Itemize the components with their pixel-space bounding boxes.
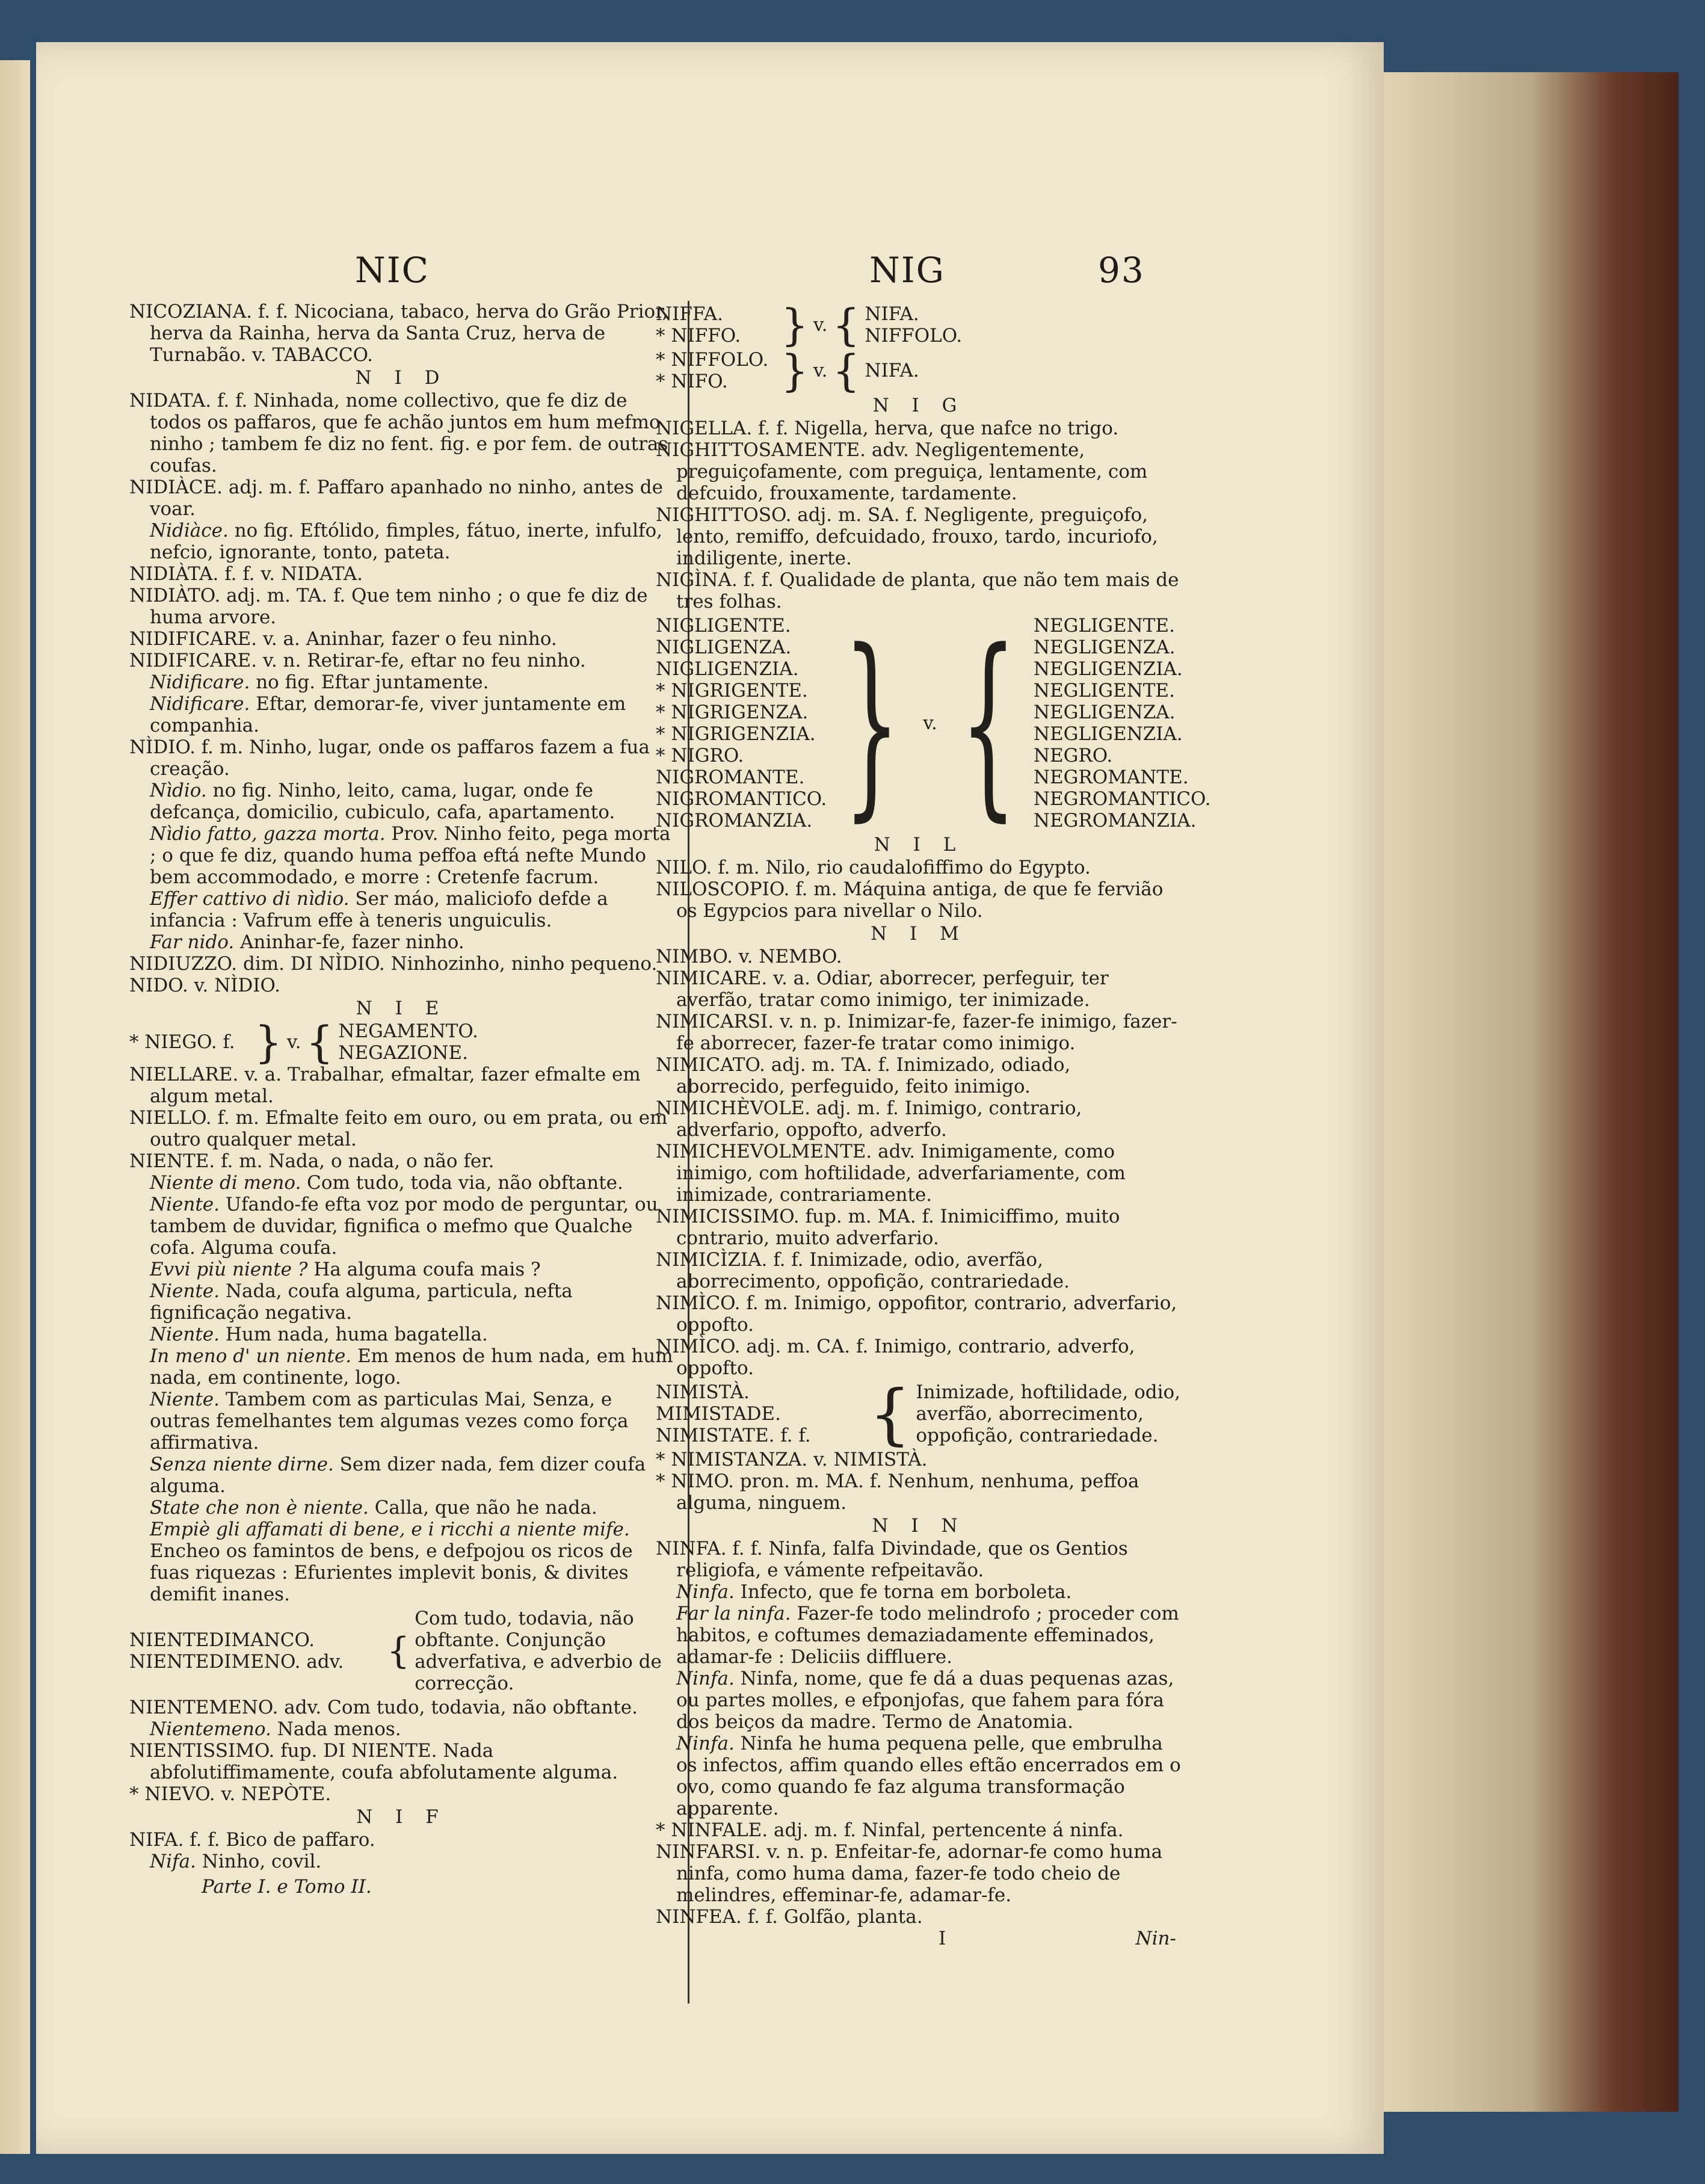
brace-glyph: } [843,608,901,839]
italic-headphrase: Ninfa. [676,1733,735,1754]
nigligente-right-item: NEGROMANTICO. [1033,788,1211,810]
sub-sense [129,693,674,736]
italic-headphrase: Evvi più niente ? [150,1259,308,1280]
nigligente-left-item: NIGROMANZIA. [656,810,813,831]
dictionary-entry: NIMICARE. v. a. Odiar, aborrecer, perfeguir, ter averfão, tratar como inimigo, ter inimizade. [656,967,1109,1011]
definition-text: Ninho, covil. [196,1851,322,1872]
dictionary-entry: NÌDIO. f. m. Ninho, lugar, onde os paffaros fazem a fua creação. [129,736,650,780]
definition-text: Em menos de hum nada, em hum nada, em continente, logo. [150,1345,673,1389]
definition-text: Sem dizer nada, fem dizer coufa alguma. [150,1454,646,1497]
definition-text: Aninhar-fe, fazer ninho. [234,931,464,953]
nie-group-right-2: NEGAZIONE. [338,1042,469,1064]
nie-group-v: v. [286,1031,301,1053]
italic-headphrase: Niente. [150,1194,220,1215]
italic-headphrase: Niente. [150,1280,220,1302]
dictionary-entry: * NIMO. pron. m. MA. f. Nenhum, nenhuma, peffoa alguma, ninguem. [656,1470,1139,1514]
brace-glyph: { [387,1630,410,1672]
right-column [656,300,1211,1949]
definition-text: Calla, que não he nada. [368,1497,597,1519]
section-heading: N I E [356,998,448,1019]
dictionary-entry: NIELLARE. v. a. Trabalhar, efmaltar, fazer efmalte em algum metal. [129,1064,641,1107]
dictionary-entry: NIMICARSI. v. n. p. Inimizar-fe, fazer-fe inimigo, fazer-fe aborrecer, fazer-fe tratar como inimigo. [656,1011,1177,1054]
sub-sense [129,1519,674,1605]
niffa-group-a [656,300,1182,350]
section-heading: N I L [874,834,964,856]
definition-text: Fazer-fe todo melindrofo ; proceder com habitos, e coftumes demaziadamente effeminados, adamar-fe : Deliciis diffluere. [676,1603,1179,1668]
definition-text: Hum nada, huma bagatella. [220,1324,488,1345]
dictionary-entry: NIENTISSIMO. fup. DI NIENTE. Nada abfolutiffimamente, coufa abfolutamente alguma. [129,1740,618,1783]
definition-text: no fig. Eftar juntamente. [250,671,489,693]
dictionary-entry: NIDO. v. NÌDIO. [129,975,280,996]
dictionary-entry: * NIEVO. v. NEPÒTE. [129,1783,331,1805]
definition-text: Ninfa he huma pequena pelle, que embrulha os infectos, affim quando elles eftão encerrados em o ovo, como quando fe faz alguma transformação apparente. [676,1733,1181,1819]
dictionary-entry: NIENTE. f. m. Nada, o nada, o não fer. [129,1150,495,1172]
dictionary-entry: NIDIÀTA. f. f. v. NIDATA. [129,563,363,585]
brace-glyph: } [781,300,809,350]
sub-sense [129,520,674,563]
dictionary-entry: NIMÌCO. f. m. Inimigo, oppofitor, contrario, adverfario, oppofto. [656,1292,1177,1336]
italic-headphrase: State che non è niente. [150,1497,369,1519]
nigligente-left-item: NIGLIGENZA. [656,637,792,658]
dictionary-entry: NIMBO. v. NEMBO. [656,946,842,967]
sub-sense [129,1324,674,1345]
nigligente-right-item: NEGROMANZIA. [1033,810,1197,831]
italic-headphrase: Far la ninfa. [676,1603,791,1624]
dictionary-entry: NIDIFICARE. v. n. Retirar-fe, eftar no feu ninho. [129,650,586,671]
nie-group [129,1017,674,1067]
dictionary-entry: NILO. f. m. Nilo, rio caudalofiffimo do Egypto. [656,857,1091,878]
italic-headphrase: Nidificare. [150,671,250,693]
nientedimanco-left-2: NIENTEDIMENO. adv. [129,1651,344,1673]
sub-sense [129,931,674,953]
sub-sense [129,1718,674,1740]
nigligente-left-item: * NIGRIGENZA. [656,702,809,723]
niffa-a-v: v. [813,314,828,336]
right-footer [656,1928,1182,1949]
sub-sense [129,888,674,931]
dictionary-entry: NIMICHÈVOLE. adj. m. f. Inimigo, contrario, adverfario, oppofto, adverfo. [656,1097,1082,1141]
definition-text: Infecto, que fe torna em borboleta. [734,1581,1072,1603]
nigligente-left-item: NIGLIGENZIA. [656,658,799,680]
italic-headphrase: Nìdio. [150,780,207,801]
book-fore-edge [1351,72,1679,2112]
dictionary-entry: NIMÌCO. adj. m. CA. f. Inimigo, contrario, adverfo, oppofto. [656,1336,1135,1379]
nientedimanco-left-1: NIENTEDIMANCO. [129,1629,315,1651]
sub-sense [129,823,674,888]
sub-sense [129,1280,674,1324]
sub-sense [129,780,674,823]
nientedimanco-right-2: obftante. Conjunção adverfativa, e adverbio de correcção. [415,1629,662,1694]
niffa-b-right-1: NIFA. [865,360,919,381]
italic-headphrase: Effer cattivo di nìdio. [150,888,350,910]
definition-text: no fig. Ninho, leito, cama, lugar, onde fe defcança, domicilio, cubiculo, cafa, apartamento. [150,780,615,823]
niffa-b-left-1: * NIFFOLO. [656,349,769,371]
sub-sense [656,1733,1182,1819]
nigligente-right-item: NEGLIGENTE. [1033,680,1175,702]
sub-sense [129,1497,674,1519]
nigligente-right-item: NEGRO. [1033,745,1113,767]
previous-page-edge [0,60,30,2154]
dictionary-entry: * NINFALE. adj. m. f. Ninfal, pertencente á ninfa. [656,1819,1124,1841]
italic-headphrase: Nìdio fatto, gazza morta. [150,823,386,845]
definition-text: Nada menos. [271,1718,401,1740]
sub-sense [129,1194,674,1259]
section-heading: N I F [356,1806,447,1828]
nigligente-right-item: NEGLIGENZIA. [1033,658,1183,680]
dictionary-entry: NIMICISSIMO. fup. m. MA. f. Inimiciffimo, muito contrario, muito adverfario. [656,1206,1120,1249]
italic-headphrase: Niente. [150,1389,220,1410]
italic-headphrase: Niente di meno. [150,1172,301,1194]
dictionary-entry: NIMICHEVOLMENTE. adv. Inimigamente, como inimigo, com hoftilidade, adverfariamente, com inimizade, contrariamente. [656,1141,1126,1206]
section-heading: N I G [872,395,966,416]
nigligente-left-item: NIGROMANTICO. [656,788,827,810]
nientedimanco-right-1: Com tudo, todavia, não [415,1608,634,1629]
sub-sense [129,1345,674,1389]
italic-headphrase: Ninfa. [676,1581,735,1603]
dictionary-entry: * NIMISTANZA. v. NIMISTÀ. [656,1449,928,1470]
niffa-a-right-1: NIFA. [865,303,919,325]
brace-glyph: { [306,1017,334,1067]
brace-glyph: { [869,1375,911,1452]
dictionary-page [36,42,1384,2154]
niffa-a-left-1: NIFFA. [656,303,723,325]
definition-text: Encheo os famintos de bens, e defpojou os ricos de fuas riquezas : Efurientes implevit bonis, & divites demifit inanes. [150,1540,633,1605]
dictionary-entry: NIENTEMENO. adv. Com tudo, todavia, não obftante. [129,1697,638,1718]
section-heading: N I D [355,367,448,389]
sub-sense [656,1603,1182,1668]
italic-headphrase: Ninfa. [676,1668,735,1689]
italic-headphrase: In meno d' un niente. [150,1345,352,1367]
nigligente-right-item: NEGROMANTE. [1033,767,1189,788]
sub-sense [656,1668,1182,1733]
sub-sense [656,1581,1182,1603]
sub-sense [129,1389,674,1454]
nigligente-right-item: NEGLIGENZA. [1033,637,1176,658]
section-heading: N I N [872,1515,966,1537]
definition-text: no fig. Eftólido, fimples, fátuo, inerte, infulfo, nefcio, ignorante, tonto, pateta. [150,520,663,563]
running-head-left: NIC [355,250,430,291]
definition-text: Ha alguma coufa mais ? [307,1259,541,1280]
brace-glyph: { [832,300,860,350]
page-number: 93 [1098,250,1145,291]
definition-text: Ninfa, nome, que fe dá a duas pequenas azas, ou partes molles, e efponjofas, que fahem para fóra dos beiços da madre. Termo de Anatomia. [676,1668,1174,1733]
nimista-right: Inimizade, hoftilidade, odio, averfão, aborrecimento, oppofição, contrariedade. [916,1381,1181,1446]
dictionary-entry: NIELLO. f. m. Efmalte feito em ouro, ou em prata, ou em outro qualquer metal. [129,1107,668,1150]
italic-headphrase: Nifa. [150,1851,196,1872]
niffa-a-right-2: NIFFOLO. [865,325,963,347]
definition-text: Tambem com as particulas Mai, Senza, e outras femelhantes tem algumas vezes como força affirmativa. [150,1389,629,1454]
brace-glyph: } [254,1017,282,1067]
dictionary-entry: NIMICATO. adj. m. TA. f. Inimizado, odiado, aborrecido, perfeguido, feito inimigo. [656,1054,1071,1097]
dictionary-entry: NIFA. f. f. Bico de paffaro. [129,1829,375,1851]
sub-sense [129,1172,674,1194]
dictionary-entry: NIMICÌZIA. f. f. Inimizade, odio, averfão, aborrecimento, oppofição, contrariedade. [656,1249,1070,1292]
definition-text: Com tudo, toda via, não obftante. [301,1172,623,1194]
definition-text: Prov. Ninho feito, pega morta ; o que fe diz, quando huma peffoa eftá nefte Mundo bem accommodado, e morre : Cretenfe facrum. [150,823,671,888]
nie-group-left: * NIEGO. f. [129,1031,235,1053]
nimista-group [656,1375,1182,1452]
dictionary-entry: NINFEA. f. f. Golfão, planta. [656,1906,923,1928]
italic-headphrase: Niente. [150,1324,220,1345]
italic-headphrase: Far nido. [150,931,235,953]
nimista-left-item: NIMISTATE. f. f. [656,1425,811,1446]
dictionary-entry: NIDIFICARE. v. a. Aninhar, fazer o feu ninho. [129,628,557,650]
dictionary-entry: NILOSCOPIO. f. m. Máquina antiga, de que fe fervião os Egypcios para nivellar o Nilo. [656,878,1164,922]
dictionary-entry: NIGHITTOSO. adj. m. SA. f. Negligente, preguiçofo, lento, remiffo, defcuidado, frouxo, tardo, incuriofo, indiligente, inerte. [656,504,1158,569]
nie-group-right-1: NEGAMENTO. [338,1020,478,1042]
left-column [129,301,674,1898]
nientedimanco-group [129,1608,674,1694]
nigligente-left-item: NIGROMANTE. [656,767,805,788]
italic-headphrase: Empiè gli affamati di bene, e i ricchi a niente mife. [150,1519,630,1540]
italic-headphrase: Nidiàce. [150,520,229,541]
dictionary-entry: NIDIÀTO. adj. m. TA. f. Que tem ninho ; o que fe diz de huma arvore. [129,585,648,628]
italic-headphrase: Nientemeno. [150,1718,271,1740]
nigligente-right-item: NEGLIGENTE. [1033,615,1175,637]
nimista-left-item: MIMISTADE. [656,1403,781,1425]
dictionary-entry: NIDATA. f. f. Ninhada, nome collectivo, que fe diz de todos os paffaros, que fe achão juntos em hum mefmo ninho ; tambem fe diz no fent. fig. e por fem. de outras coufas. [129,390,668,477]
definition-text: Ufando-fe efta voz por modo de perguntar, ou tambem de duvidar, fignifica o mefmo que Qualche cofa. Alguma coufa. [150,1194,658,1259]
niffa-group-b [656,345,1182,396]
dictionary-entry: NIDIUZZO. dim. DI NÌDIO. Ninhozinho, ninho pequeno. [129,953,658,975]
italic-headphrase: Senza niente dirne. [150,1454,334,1475]
dictionary-entry: NICOZIANA. f. f. Nicociana, tabaco, herva do Grão Prior, herva da Rainha, herva da Santa Cruz, herva de Turnabão. v. TABACCO. [129,301,668,366]
signature-mark: I [939,1928,946,1949]
dictionary-entry: NINFARSI. v. n. p. Enfeitar-fe, adornar-fe como huma ninfa, como huma dama, fazer-fe todo cheio de melindres, effeminar-fe, adamar-fe. [656,1841,1163,1906]
nigligente-right-item: NEGLIGENZA. [1033,702,1176,723]
italic-headphrase: Nidificare. [150,693,250,715]
sub-sense [129,671,674,693]
dictionary-entry: NIGELLA. f. f. Nigella, herva, que nafce no trigo. [656,418,1119,439]
nimista-left-item: NIMISTÀ. [656,1381,750,1403]
definition-text: Nada, coufa alguma, particula, nefta fignificação negativa. [150,1280,573,1324]
niffa-a-left-2: * NIFFO. [656,325,741,347]
section-heading: N I M [871,923,967,945]
sub-sense [129,1259,674,1280]
niffa-b-v: v. [813,360,828,381]
definition-text: Ser máo, maliciofo defde a infancia : Vafrum effe à teneris unguiculis. [150,888,608,931]
nigligente-v: v. [923,712,937,734]
running-head-center: NIG [869,250,945,291]
nigligente-group [656,608,1211,839]
nigligente-left-item: * NIGRO. [656,745,744,767]
catchword: Nin- [1135,1928,1176,1949]
brace-glyph: { [832,345,860,396]
nigligente-left-item: * NIGRIGENTE. [656,680,808,702]
left-footer: Parte I. e Tomo II. [202,1876,372,1898]
dictionary-entry: NIDIÀCE. adj. m. f. Paffaro apanhado no ninho, antes de voar. [129,477,663,520]
nigligente-left-item: * NIGRIGENZIA. [656,723,816,745]
sub-sense [129,1851,674,1872]
dictionary-entry: NIGÌNA. f. f. Qualidade de planta, que não tem mais de tres folhas. [656,569,1179,612]
brace-glyph: } [781,345,809,396]
dictionary-entry: NINFA. f. f. Ninfa, falfa Divindade, que os Gentios religiofa, e vámente refpeitavão. [656,1538,1128,1581]
definition-text: Eftar, demorar-fe, viver juntamente em companhia. [150,693,626,736]
dictionary-entry: NIGHITTOSAMENTE. adv. Negligentemente, preguiçofamente, com preguiça, lentamente, com defcuido, frouxamente, tardamente. [656,439,1148,504]
niffa-b-left-2: * NIFO. [656,371,728,392]
nigligente-left-item: NIGLIGENTE. [656,615,791,637]
brace-glyph: { [960,608,1017,839]
sub-sense [129,1454,674,1497]
nigligente-right-item: NEGLIGENZIA. [1033,723,1183,745]
